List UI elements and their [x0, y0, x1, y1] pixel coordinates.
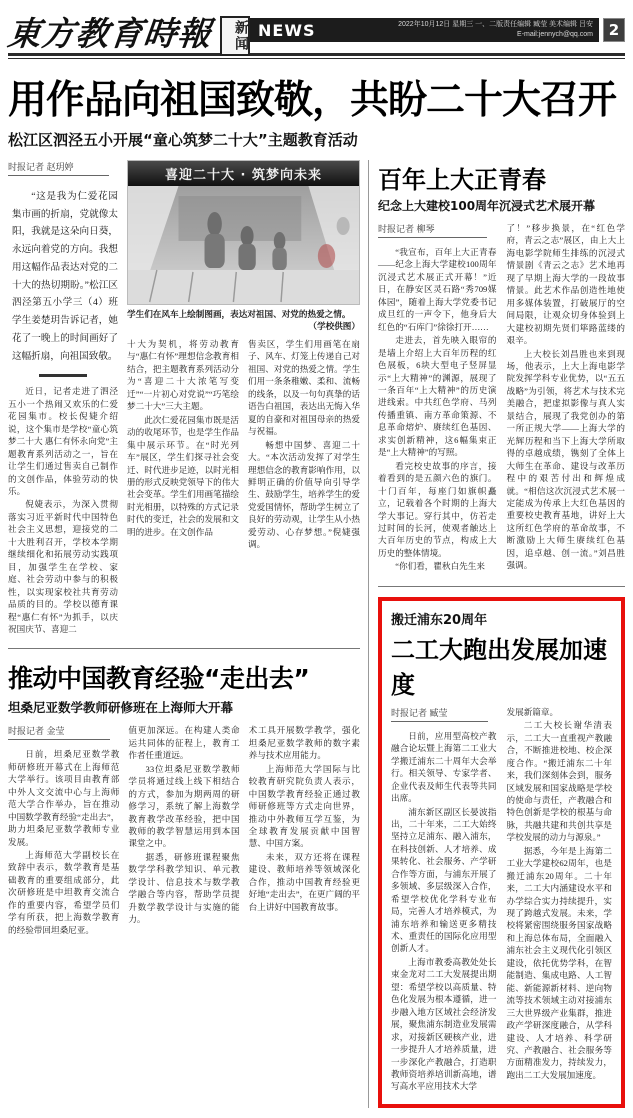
- education-export-headline: 推动中国教育经验“走出去”: [8, 664, 310, 694]
- lead-paragraph: 畅想中国梦、喜迎二十大。“本次活动发挥了对学生理想信念的教育影响作用，以鲜明正确的价值导向引导学生、鼓励学生，培养学生的爱党爱国情怀，帮助学生树立了良好的劳动观，让学生从小热爱劳动、心存梦想。”倪婕强调。: [248, 439, 360, 550]
- lead-paragraph: 倪婕表示，为深入贯彻落实习近平新时代中国特色社会主义思想，迎接党的二十大胜利召开，学校本学期继续细化和拓展劳动实践项目，加强学生在学校、家庭、社会劳动中参与的积极性，以实现家校社共育劳动品质的目的。学校以德育课程“惠仁有怀”为抓手，以庆祝国庆节、喜迎二: [8, 499, 118, 634]
- news-photo: [127, 160, 360, 305]
- ergongda-byline: 时报记者 臧莹: [391, 706, 488, 722]
- photo-credit: （学校供图）: [308, 322, 360, 332]
- region-left: [8, 160, 360, 1108]
- article-paragraph: 了！”移步换景，在“红色学府，青云之志”展区，由上大上海电影学院师生排练的沉浸式情景剧《青云之志》艺术地再现了早期上海大学的一段故事情景。此艺术作品创造性地使用多媒体装置，打破展厅的空间局限，让观众切身体验到上大建校初期先贤们筚路蓝缕的艰辛。: [506, 223, 625, 346]
- article-paragraph: 据悉，研修班课程聚焦数学学科教学知识、单元教学设计、信息技术与数学教学融合等内容，帮助学员提升数学教学设计与实施的能力。: [128, 851, 240, 925]
- article-paragraph: 据悉，今年是上海第二工业大学建校62周年，也是搬迁浦东20周年。二十年来，二工大内涵建设水平和办学综合实力持续提升，实现了跨越式发展。未来，学校将紧密围绕服务国家战略和上海总体布局，全面融入浦东社会主义现代化引领区建设，依托优势学科，在智能制造、集成电路、人工智能、新能源新材料、逆向物流等技术领域主动对接浦东三大世界级产业集群，推进政产学研深度融合，从学科建设、人才培养、科学研究、产教融合、社会服务等方面精准发力，持续发力，跑出二工大发展加速度。: [506, 845, 612, 1080]
- article-paragraph: 浦东新区副区长晏波指出，二十年来，二工大始终坚持立足浦东、融入浦东，在科技创新、人才培养、成果转化、社会服务、产学研合作等方面，与浦东开展了多领域、多层级深入合作，希望学校优化学科专业布局，完善人才培养模式，为浦东培养和输送更多精技术、重责任的国际化应用型创新人才。: [391, 806, 497, 954]
- article-paragraph: 上大校长刘昌胜也来到现场，他表示，上大上海电影学院发挥学科专业优势，以“五五战略”为引领，将艺术与技术完美融合，把虚拟影像与真人实景结合，展现了我党创办的第一所正规大学——上海大学的光辉历程和当下上海大学所取得的卓越成绩，镌刻了全体上大师生在革命、建设与改革历程中的艰苦付出和辉煌成就。“相信这次沉浸式艺术展一定能成为传承上大红色基因的重要校史教育基地，讲好上大这所红色学府的革命故事，不断激励上大师生赓续红色基因，追卓越、创一流。”刘昌胜强调。: [506, 348, 625, 571]
- article-paragraph: 二工大校长谢华清表示，二工大一直重视产教融合，不断推进校地、校企深度合作。“搬迁浦东二十年来，我们深刻体会到，服务区域发展和国家战略是学校的使命与责任，产教融合和特色创新是学校的根基与命脉，共融共建和共创共享是学校发展的动力与源泉。”: [506, 720, 612, 843]
- article-paragraph: 未来，双方还将在课程建设、教师培养等领域深化合作，推动中国教育经验更好地“走出去”，在更广阔的平台上讲好中国教育故事。: [248, 851, 360, 912]
- left-section-divider: [8, 648, 360, 649]
- article-paragraph: 上海师范大学副校长在致辞中表示，数学教育是基础教育的重要组成部分，此次研修班是中坦教育交流合作的重要内容，希望学员们学有所获，把上海数学教育的经验带回坦桑尼亚。: [8, 850, 120, 935]
- right-section-divider: [378, 586, 625, 587]
- education-export-column-2: [128, 724, 239, 937]
- lead-column-3: [248, 338, 360, 552]
- section-label-en: NEWS: [258, 20, 316, 40]
- photo-banner: 喜迎二十大 · 筑梦向未来: [128, 161, 359, 186]
- article-paragraph: 33位坦桑尼亚数学教师学员将通过线上线下相结合的方式，参加为期两周的研修学习，系统了解上海数学教育教学改革经验，把中国教师的教学智慧运用到本国课堂之中。: [128, 763, 240, 849]
- header-bar: [250, 18, 599, 42]
- ergongda-column-2: [507, 706, 613, 1094]
- shangda-deck: 纪念上大建校100周年沉浸式艺术展开幕: [378, 199, 596, 213]
- ergongda-kicker: 搬迁浦东20周年: [391, 612, 488, 628]
- shangda-byline: 时报记者 柳琴: [378, 222, 487, 238]
- education-export-column-1: [8, 724, 119, 937]
- lead-headline: 用作品向祖国致敬，共盼二十大召开: [8, 78, 617, 123]
- photo-caption: 学生们在风车上绘制图画，表达对祖国、对党的热爱之情。: [127, 310, 351, 320]
- page-number: 2: [603, 18, 625, 42]
- shangda-column-1: [378, 222, 497, 574]
- region-right: [368, 160, 625, 1108]
- education-export-article: [8, 659, 360, 937]
- shangda-columns: [378, 222, 625, 574]
- lead-article: [8, 160, 360, 636]
- lead-paragraph: 此次仁爱花园集市既是活动的收尾环节，也是学生作品集中展示环节。在“时光列车”展区，学生们探寻社会变迁、时代进步足迹，以时光相册的形式反映党领导下的伟大社会变革。学生们用画笔描绘时光相册，以特殊的方式记录时代的变迁，社会的发展和文明的进步。在文创作品: [127, 414, 239, 537]
- highlight-box: [378, 597, 625, 1108]
- lead-text-columns: [127, 338, 360, 552]
- ergongda-column-1: [391, 706, 497, 1094]
- article-paragraph: 上海师范大学国际与比较教育研究院负责人表示，中国数学教育经验正通过教师研修班等方式走向世界，推动中外教师互学互鉴，为全球教育发展贡献中国智慧、中国方案。: [248, 763, 360, 849]
- quote-divider: [39, 374, 87, 377]
- article-paragraph: “你们看，瞿秋白先生来: [395, 561, 485, 572]
- page-body: [8, 160, 625, 1108]
- photo-caption-block: [127, 308, 360, 332]
- lead-paragraph: 近日，记者走进了泗泾五小一个热闹又欢乐的仁爱花园集市。校长倪婕介绍说，这个集市是学校“童心筑梦二十大 惠仁有怀永向党”主题教育系列活动之一，旨在让学生们通过售卖自己制作的文创作品，体验劳动的快乐。: [8, 386, 118, 496]
- education-export-columns: [8, 724, 360, 937]
- ergongda-columns: [391, 706, 612, 1094]
- article-paragraph: 日前，应用型高校产教融合论坛暨上海第二工业大学搬迁浦东二十周年大会举行。相关领导、专家学者、企业代表及师生代表等共同出席。: [391, 730, 497, 804]
- article-paragraph: 值更加深远。在构建人类命运共同体的征程上，教育工作者任重道远。: [128, 725, 240, 761]
- lead-byline: 时报记者 赵玥婷: [8, 160, 109, 176]
- shangda-headline: 百年上大正青春: [378, 166, 546, 194]
- lead-paragraph: 售卖区，学生们用画笔在扇子、风车、灯笼上传递自己对祖国、对党的热爱之情。学生们用一条条稚嫩、柔和、流畅的线条，以及一句句真挚的话语告白祖国，表达出无悔入华夏的自豪和对祖国母亲的热爱与祝福。: [248, 339, 360, 437]
- issue-email: E-mail:jennych@qq.com: [517, 31, 593, 38]
- page-header: [5, 6, 625, 53]
- article-paragraph: 发展新篇章。: [506, 706, 559, 717]
- shangda-article: [378, 160, 625, 574]
- article-paragraph: 看完校史故事的序言，接着看到的是五颜六色的旗门。十门百年，每座门如旗帜矗立，记载着各个时期的上海大学大事记。穿行其中，仿若走过时间的长河，使观者触达上大百年历史的节点，构成上大历史的整体情境。: [378, 460, 497, 558]
- ergongda-headline: 二工大跑出发展加速度: [391, 635, 607, 699]
- lead-columns-2-3: [127, 160, 360, 636]
- article-paragraph: 走进去，首先映入眼帘的是墙上介绍上大百年历程的红色展板，6块大型电子竖屏显示“上大精神”的渊源，展现了一条百年“上大精神”的历史演进线索。中共红色学府、马列传播重镇、南方革命策源、不息革命熔炉、赓续红色基因、求实创新精神，这6幅集束正是“上大精神”的写照。: [378, 335, 497, 458]
- masthead-logo: 東方教育時報: [5, 14, 214, 53]
- issue-date-line: 2022年10月12日 星期三 一、二版责任编辑 臧莹 美术编辑 吕安: [398, 21, 593, 29]
- article-paragraph: “我宣布，百年上大正青春——纪念上海大学建校100周年沉浸式艺术展正式开幕！”近日，在静安区灵石路“秀709媒体园”，随着上海大学党委书记成旦红的一声令下，他身后大红色的“石库门”徐徐打开……: [378, 247, 497, 332]
- section-label-cn: 新闻: [220, 16, 250, 56]
- shangda-column-2: [507, 222, 626, 574]
- lead-quote: “这是我为仁爱花园集市画的折扇，党就像太阳，我就是这朵向日葵，永远向着党的方向。我想用这幅作品表达对党的二十大的热切期盼。”松江区泗泾第五小学三（4）班学生姜楚玥告诉记者，她花了一晚上的时间画好了这幅折扇，向祖国致敬。: [12, 191, 118, 362]
- lead-deck: 松江区泗泾五小开展“童心筑梦二十大”主题教育活动: [8, 131, 358, 149]
- education-export-byline: 时报记者 金莹: [8, 724, 110, 740]
- article-paragraph: 日前，坦桑尼亚数学教师研修班开幕式在上海师范大学举行。该项目由教育部中外人文交流中心与上海师范大学合作举办，旨在推动中国数学教育经验“走出去”，助力坦桑尼亚数学教师专业发展。: [8, 749, 120, 847]
- issue-info: [398, 20, 593, 40]
- lead-paragraph: 十大为契机，将劳动教育与“惠仁有怀”理想信念教育相结合，把主题教育系列活动分为“喜迎二十大浓笔写变迁”“一片初心对党说”“巧笔绘梦二十大”三大主题。: [127, 339, 239, 412]
- article-paragraph: 上海市教委高教处处长束金龙对二工大发展提出期望：希望学校以高质量、特色化发展为根本遵循，进一步融入地方区域社会经济发展，聚焦浦东制造业发展需求，对接新区硬核产业，进一步提升人才培养质量，进一步深化产教融合，打造职教师资培养培训新高地，谱写高水平应用技术大学: [391, 956, 497, 1092]
- photo-illustration: [128, 186, 359, 304]
- education-export-column-3: [249, 724, 360, 937]
- lead-column-2: [127, 338, 239, 552]
- lead-column-1: [8, 160, 118, 636]
- article-paragraph: 术工具开展数学教学，强化坦桑尼亚数学教师的数字素养与技术应用能力。: [248, 725, 360, 761]
- education-export-deck: 坦桑尼亚数学教师研修班在上海师大开幕: [8, 700, 234, 716]
